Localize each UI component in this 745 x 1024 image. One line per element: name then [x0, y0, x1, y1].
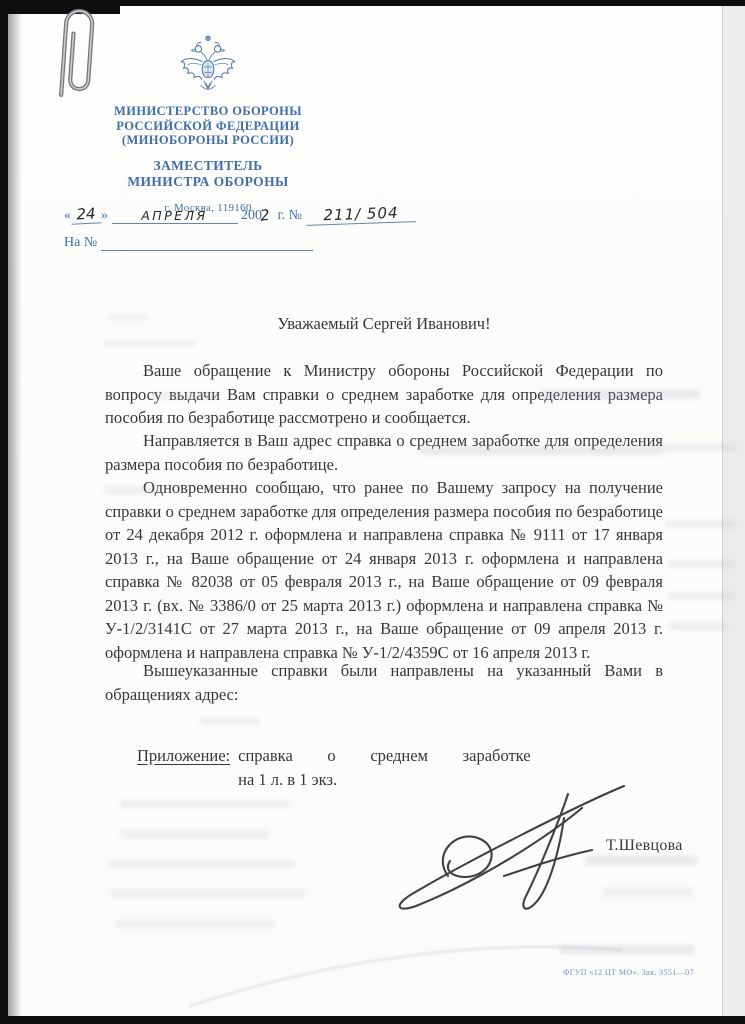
letterhead	[108, 34, 308, 214]
bleed-through-artifact	[585, 856, 697, 865]
bleed-through-swoosh	[150, 920, 650, 1020]
bleed-through-artifact	[200, 718, 260, 725]
org-name-line2: РОССИЙСКОЙ ФЕДЕРАЦИИ	[116, 118, 300, 133]
position-title-line2: МИНИСТРА ОБОРОНЫ	[127, 173, 289, 189]
signatory-name: Т.Шевцова	[606, 837, 683, 854]
bleed-through-artifact	[120, 830, 270, 838]
org-name-line1: МИНИСТЕРСТВО ОБОРОНЫ	[114, 104, 302, 118]
paragraph-3: Одновременно сообщаю, что ранее по Вашему запросу на получение справки о среднем заработке для определения размера пособия по безработице от 24 декабря 2012 г. оформлена и направлена справка № 9111 от 17 января 2013 г., на Ваше обращение от 24 января 2013 г. оформлена и направлена справка № 82038 от 05 февраля 2013 г., на Ваше обращение от 09 февраля 2013 г. (вх. № 3386/0 от 25 марта 2013 г.) оформлена и направлена справка № У-1/2/3141С от 27 марта 2013 г., на Ваше обращение от 09 апреля 2013 г. оформлена и направлена справка № У-1/2/4359С от 16 апреля 2013 г.	[105, 478, 663, 662]
paragraph-4: Вышеуказанные справки были направлены на указанный Вами в обращениях адрес:	[105, 661, 663, 704]
bleed-through-artifact	[104, 340, 196, 347]
handwritten-day: 24	[71, 204, 102, 225]
bleed-through-artifact	[108, 314, 148, 321]
handwritten-year-digit: 2	[259, 205, 271, 225]
date-number-line	[64, 205, 424, 224]
open-quote: «	[64, 208, 71, 223]
handwritten-month: АПРЕЛЯ	[112, 208, 238, 224]
paragraph-2: Направляется в Ваш адрес справка о среднем заработке для определения размера пособия по безработице.	[105, 431, 663, 474]
reply-to-blank-underline	[101, 237, 313, 251]
attachment-line2: на 1 л. в 1 экз.	[238, 770, 338, 789]
reply-to-label: На №	[64, 235, 98, 250]
handwritten-signature	[386, 780, 638, 918]
bleed-through-artifact	[420, 446, 664, 455]
bleed-through-artifact	[665, 520, 735, 528]
position-title-line1: ЗАМЕСТИТЕЛЬ	[153, 157, 263, 173]
bleed-through-artifact	[664, 443, 736, 452]
attachment-label: Приложение:	[137, 746, 231, 765]
paperclip-icon	[42, 0, 116, 110]
bleed-through-artifact	[540, 390, 700, 399]
bleed-through-artifact	[110, 860, 295, 868]
bleed-through-artifact	[668, 560, 734, 568]
close-quote: »	[101, 208, 108, 223]
attachment-line1: справка о среднем заработке	[238, 746, 531, 765]
paper-edge-shadow	[8, 6, 22, 1016]
print-shop-mark: ФГУП «12 ЦТ МО». Зак. 3551—07	[563, 968, 694, 977]
year-suffix: г. №	[277, 208, 303, 223]
year-printed: 200	[241, 208, 262, 223]
reply-to-line	[64, 235, 313, 251]
bleed-through-artifact	[120, 800, 290, 808]
bleed-through-artifact	[110, 890, 305, 898]
bleed-through-artifact	[150, 392, 220, 400]
salutation: Уважаемый Сергей Иванович!	[277, 314, 491, 333]
handwritten-outgoing-number: 211/ 504	[305, 203, 416, 226]
bleed-through-artifact	[668, 592, 734, 600]
paragraph-1: Ваше обращение к Министру обороны Российской Федерации по вопросу выдачи Вам справки о среднем заработке для определения размера пособия по безработице рассмотрено и сообщается.	[105, 361, 663, 427]
bleed-through-artifact	[602, 888, 694, 897]
bleed-through-artifact	[104, 486, 162, 495]
city-postal-line: г. Москва, 119160	[164, 201, 252, 214]
org-name-line3: (МИНОБОРОНЫ РОССИИ)	[121, 133, 295, 147]
bleed-through-artifact	[668, 622, 728, 630]
coat-of-arms-icon	[176, 34, 240, 100]
scanner-bed-strip	[722, 6, 745, 1016]
